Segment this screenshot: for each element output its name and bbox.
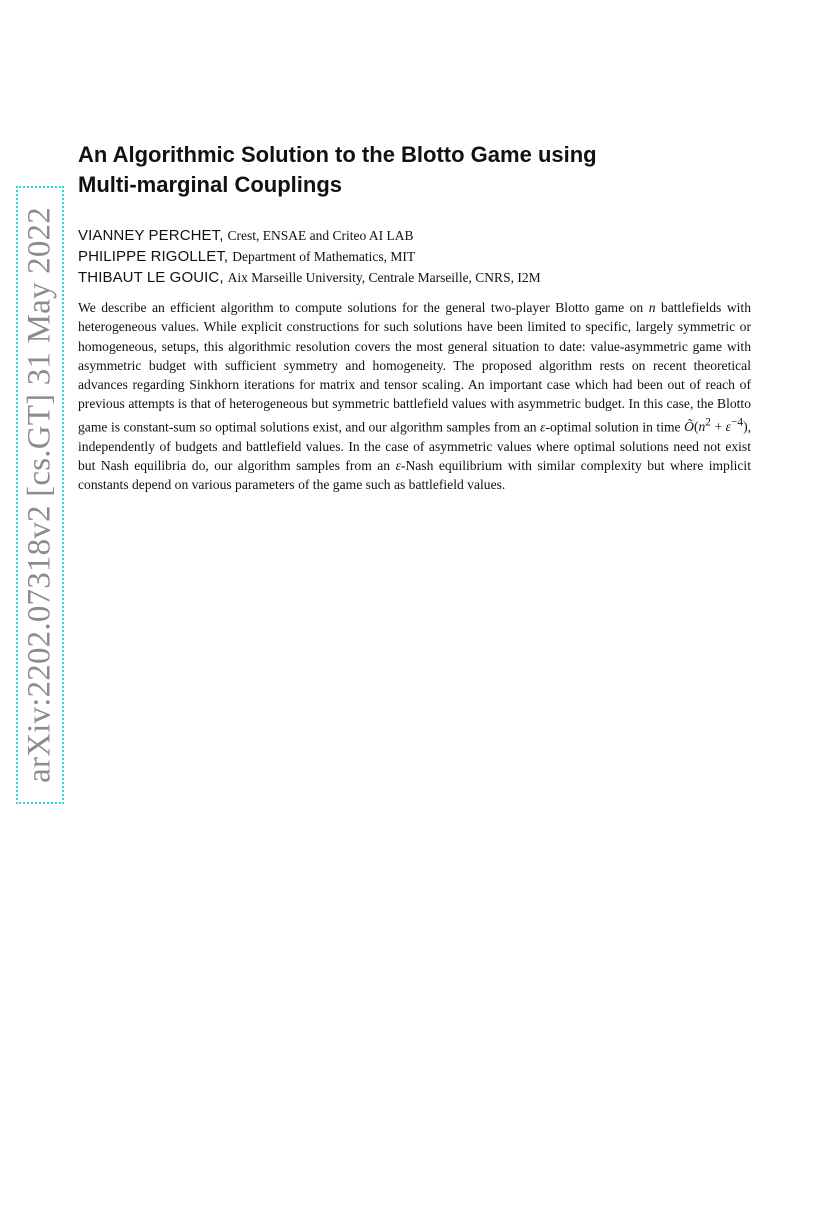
author-affiliation: Department of Mathematics, MIT bbox=[232, 249, 416, 264]
author-name: THIBAUT LE GOUIC, bbox=[78, 269, 224, 286]
abstract-text: We describe an efficient algorithm to compute solutions for the general two-player Blotto game on bbox=[78, 300, 649, 315]
math-paren-open: ( bbox=[693, 419, 699, 435]
abstract-paragraph bbox=[78, 298, 751, 495]
author-name: VIANNEY PERCHET, bbox=[78, 227, 224, 244]
paper-title-line-2: Multi-marginal Couplings bbox=[78, 172, 342, 197]
author-name: PHILIPPE RIGOLLET, bbox=[78, 248, 229, 265]
paper-title-line-1: An Algorithmic Solution to the Blotto Game using bbox=[78, 142, 597, 167]
abstract-text: -Nash equilibrium with similar complexity but where implicit constants depend on various parameters of the game such as battlefield values. bbox=[78, 457, 751, 493]
paper-title bbox=[78, 140, 718, 200]
math-variable-n: n bbox=[698, 419, 706, 435]
math-epsilon: ε bbox=[540, 419, 546, 435]
arxiv-identifier: arXiv:2202.07318v2 [cs.GT] 31 May 2022 bbox=[21, 207, 58, 783]
math-big-o-tilde: Õ bbox=[684, 419, 694, 435]
math-variable-n: n bbox=[648, 300, 656, 315]
abstract-text: -optimal solution in time bbox=[545, 419, 685, 435]
author-entry bbox=[78, 246, 758, 267]
math-paren-close: ) bbox=[743, 419, 748, 435]
math-epsilon: ε bbox=[395, 457, 401, 473]
math-exponent: −4 bbox=[731, 416, 744, 429]
math-exponent: 2 bbox=[705, 416, 711, 429]
complexity-expression bbox=[684, 416, 748, 435]
abstract-text: battlefields with heterogeneous values. While explicit constructions for such solutions have been limited to specific, largely symmetric or homogeneous, setups, this algorithmic resolution covers the most general situation to date: value-asymmetric game with asymmetric budget with sufficient symmetry and homogeneity. The proposed algorithm rests on recent theoretical advances regarding Sinkhorn iterations for matrix and tensor scaling. An important case which had been out of reach of previous attempts is that of heterogeneous but symmetric battlefield values with asymmetric budget. In this case, the Blotto game is constant-sum so optimal solutions exist, and our algorithm samples from an bbox=[78, 300, 751, 435]
author-affiliation: Crest, ENSAE and Criteo AI LAB bbox=[227, 228, 414, 243]
math-plus: + bbox=[710, 419, 726, 435]
math-epsilon: ε bbox=[725, 419, 731, 435]
abstract-text: , independently of budgets and battlefield values. In the case of asymmetric values where optimal solutions need not exist but Nash equilibria do, our algorithm samples from an bbox=[78, 419, 751, 473]
author-entry bbox=[78, 225, 758, 246]
author-affiliation: Aix Marseille University, Centrale Marseille, CNRS, I2M bbox=[227, 270, 541, 285]
author-entry bbox=[78, 267, 758, 288]
author-list bbox=[78, 225, 758, 288]
